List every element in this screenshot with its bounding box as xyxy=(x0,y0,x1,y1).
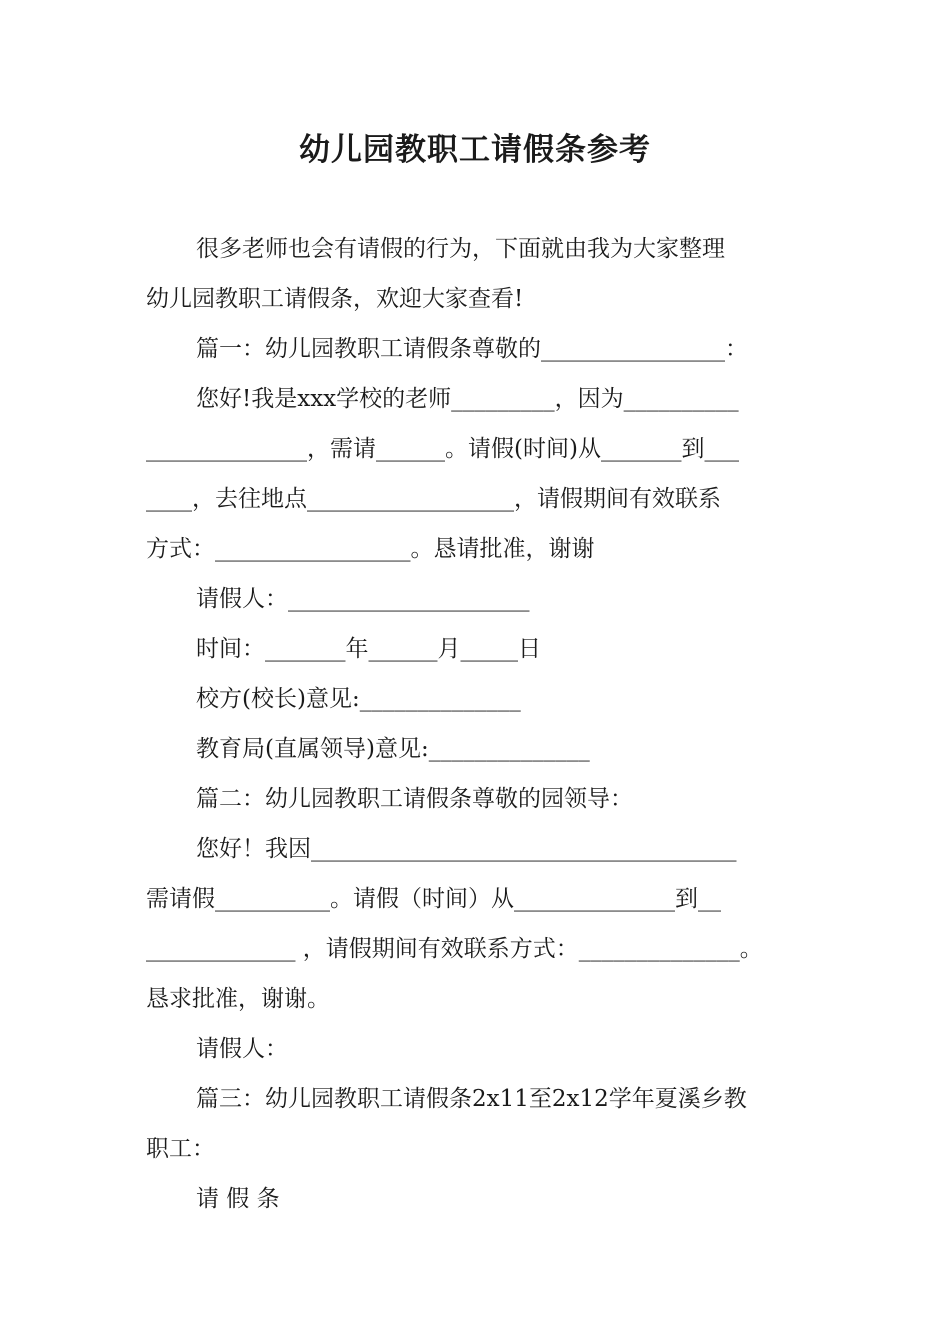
applicant-field: 请假人：_____________________ xyxy=(196,586,530,612)
section-3-heading: 篇三：幼儿园教职工请假条2x11至2x12学年夏溪乡教 xyxy=(196,1086,747,1112)
date-field: 时间：_______年______月_____日 xyxy=(196,636,541,662)
leave-note-heading: 请 假 条 xyxy=(196,1186,280,1212)
bureau-opinion-field: 教育局(直属领导)意见:______________ xyxy=(196,736,590,762)
section-1-heading: 篇一：幼儿园教职工请假条尊敬的________________： xyxy=(196,336,748,362)
section-2-line-4: 恳求批准，谢谢。 xyxy=(146,986,330,1012)
intro-line-1: 很多老师也会有请假的行为，下面就由我为大家整理 xyxy=(196,236,725,262)
section-1-line-4: 方式：_________________。恳请批准，谢谢 xyxy=(146,536,595,562)
principal-opinion-field: 校方(校长)意见:______________ xyxy=(196,686,521,712)
document-title: 幼儿园教职工请假条参考 xyxy=(299,132,651,168)
section-2-line-3: _____________ ，请假期间有效联系方式：______________。 xyxy=(146,936,763,962)
section-1-line-1: 您好!我是xxx学校的老师_________，因为__________ xyxy=(196,386,739,412)
section-1-line-3: ____，去往地点__________________，请假期间有效联系 xyxy=(146,486,721,512)
section-1-line-2: ______________，需请______。请假(时间)从_______到___ xyxy=(146,436,739,462)
section-2-applicant: 请假人： xyxy=(196,1036,288,1062)
section-3-line-2: 职工： xyxy=(146,1136,215,1162)
section-2-line-1: 您好！我因_____________________________________ xyxy=(196,836,737,862)
intro-line-2: 幼儿园教职工请假条，欢迎大家查看! xyxy=(146,286,524,312)
document-body xyxy=(146,224,810,1224)
section-2-line-2: 需请假__________。请假（时间）从______________到__ xyxy=(146,886,721,912)
section-2-heading: 篇二：幼儿园教职工请假条尊敬的园领导： xyxy=(196,786,633,812)
